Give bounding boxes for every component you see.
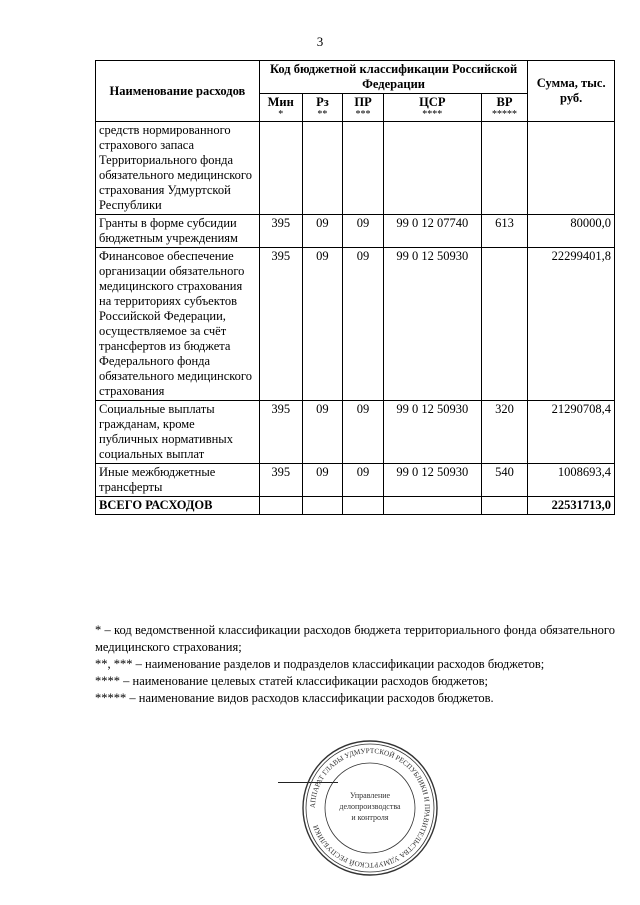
header-rz xyxy=(302,94,343,122)
header-rz-label: Рз xyxy=(316,95,329,109)
row-sum: 80000,0 xyxy=(528,215,615,248)
row-min: 395 xyxy=(259,248,302,401)
table-row xyxy=(96,215,615,248)
header-csr-label: ЦСР xyxy=(419,95,446,109)
header-vr-mark: ***** xyxy=(492,109,517,120)
row-min: 395 xyxy=(259,215,302,248)
row-pr: 09 xyxy=(343,215,384,248)
row-rz xyxy=(302,122,343,215)
row-rz: 09 xyxy=(302,401,343,464)
table-row xyxy=(96,122,615,215)
row-csr: 99 0 12 50930 xyxy=(383,464,481,497)
row-name: Социальные выплаты гражданам, кроме публичных нормативных социальных выплат xyxy=(96,401,260,464)
row-rz: 09 xyxy=(302,464,343,497)
row-vr xyxy=(481,248,528,401)
budget-table xyxy=(95,60,615,515)
total-sum: 22531713,0 xyxy=(528,497,615,515)
row-sum: 22299401,8 xyxy=(528,248,615,401)
footnote: * – код ведомственной классификации расходов бюджета территориального фонда обязательного медицинского страхования; xyxy=(95,623,615,654)
row-csr: 99 0 12 07740 xyxy=(383,215,481,248)
row-min: 395 xyxy=(259,401,302,464)
row-vr: 613 xyxy=(481,215,528,248)
total-empty-cell xyxy=(383,497,481,515)
footnotes xyxy=(95,622,615,707)
row-pr: 09 xyxy=(343,464,384,497)
row-csr xyxy=(383,122,481,215)
footnote: **, *** – наименование разделов и подразделов классификации расходов бюджетов; xyxy=(95,657,545,671)
total-label: ВСЕГО РАСХОДОВ xyxy=(96,497,260,515)
header-sum: Сумма, тыс. руб. xyxy=(528,61,615,122)
header-rz-mark: ** xyxy=(317,109,328,120)
total-row xyxy=(96,497,615,515)
stamp-center-line: и контроля xyxy=(351,813,389,822)
header-vr-label: ВР xyxy=(496,95,513,109)
page-number: 3 xyxy=(316,34,324,49)
stamp-center-line: Управление xyxy=(349,791,391,800)
stamp-ring-text: АППАРАТ ГЛАВЫ УДМУРТСКОЙ РЕСПУБЛИКИ И ПРАВИТЕЛЬСТВА УДМУРТСКОЙ РЕСПУБЛИКИ xyxy=(308,746,432,870)
total-empty-cell xyxy=(343,497,384,515)
official-stamp xyxy=(300,738,440,878)
row-pr: 09 xyxy=(343,401,384,464)
header-min-mark: * xyxy=(278,109,284,120)
row-vr xyxy=(481,122,528,215)
row-csr: 99 0 12 50930 xyxy=(383,248,481,401)
row-name: Финансовое обеспечение организации обязательного медицинского страхования на территориях субъектов Российской Федерации, осуществляемое за счёт трансфертов из бюджета Федерального фонда обязательного медицинского страхования xyxy=(96,248,260,401)
row-vr: 540 xyxy=(481,464,528,497)
row-rz: 09 xyxy=(302,215,343,248)
row-pr xyxy=(343,122,384,215)
row-name: средств нормированного страхового запаса Территориального фонда обязательного медицинского страхования Удмуртской Республики xyxy=(96,122,260,215)
total-empty-cell xyxy=(259,497,302,515)
table-row xyxy=(96,464,615,497)
header-min-label: Мин xyxy=(267,95,294,109)
row-sum xyxy=(528,122,615,215)
row-min: 395 xyxy=(259,464,302,497)
row-sum: 1008693,4 xyxy=(528,464,615,497)
row-csr: 99 0 12 50930 xyxy=(383,401,481,464)
total-empty-cell xyxy=(481,497,528,515)
header-min xyxy=(259,94,302,122)
stamp-center-line: делопроизводства xyxy=(339,802,401,811)
header-code-group: Код бюджетной классификации Российской Федерации xyxy=(259,61,528,94)
header-name: Наименование расходов xyxy=(96,61,260,122)
header-pr xyxy=(343,94,384,122)
footnote: ***** – наименование видов расходов классификации расходов бюджетов. xyxy=(95,691,494,705)
table-row xyxy=(96,248,615,401)
table-row xyxy=(96,401,615,464)
row-name: Гранты в форме субсидии бюджетным учреждениям xyxy=(96,215,260,248)
header-pr-mark: *** xyxy=(355,109,371,120)
header-csr-mark: **** xyxy=(422,109,443,120)
table-header-row xyxy=(96,61,615,94)
row-sum: 21290708,4 xyxy=(528,401,615,464)
row-rz: 09 xyxy=(302,248,343,401)
total-empty-cell xyxy=(302,497,343,515)
row-min xyxy=(259,122,302,215)
header-vr xyxy=(481,94,528,122)
footnote: **** – наименование целевых статей классификации расходов бюджетов; xyxy=(95,674,488,688)
row-pr: 09 xyxy=(343,248,384,401)
row-vr: 320 xyxy=(481,401,528,464)
header-csr xyxy=(383,94,481,122)
header-pr-label: ПР xyxy=(354,95,372,109)
row-name: Иные межбюджетные трансферты xyxy=(96,464,260,497)
